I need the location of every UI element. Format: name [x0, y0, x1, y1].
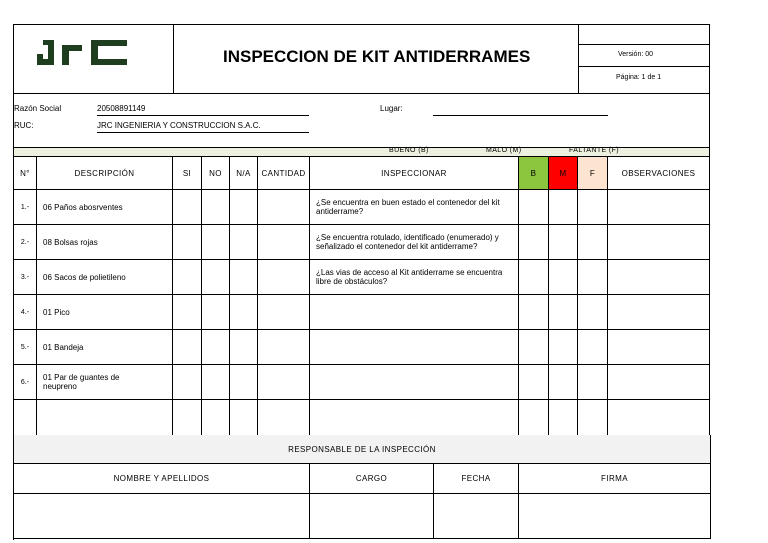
- header-version-line-top: [578, 44, 710, 45]
- cargo-field[interactable]: [310, 494, 434, 539]
- row-6-si[interactable]: [173, 365, 202, 400]
- row-7-si[interactable]: [173, 400, 202, 436]
- row-6-b[interactable]: [519, 365, 549, 400]
- row-4-b[interactable]: [519, 295, 549, 330]
- row-2-b[interactable]: [519, 225, 549, 260]
- nombre-header: NOMBRE Y APELLIDOS: [14, 464, 310, 494]
- row-1-na[interactable]: [230, 190, 258, 225]
- row-4-inspect[interactable]: [310, 295, 519, 330]
- row-3-m[interactable]: [549, 260, 578, 295]
- legend-malo: MALO (M): [486, 147, 522, 154]
- row-1-observaciones[interactable]: [608, 190, 710, 225]
- nombre-field[interactable]: [14, 494, 310, 539]
- row-7-f[interactable]: [578, 400, 608, 436]
- row-1-inspect: ¿Se encuentra en buen estado el contenedor del kit antiderrame?: [310, 190, 519, 225]
- row-2-na[interactable]: [230, 225, 258, 260]
- row-4-na[interactable]: [230, 295, 258, 330]
- row-2-f[interactable]: [578, 225, 608, 260]
- row-4-m[interactable]: [549, 295, 578, 330]
- row-7-na[interactable]: [230, 400, 258, 436]
- row-3-inspect: ¿Las vias de acceso al Kit antiderrame se encuentra libre de obstáculos?: [310, 260, 519, 295]
- row-6-inspect[interactable]: [310, 365, 519, 400]
- page-title: INSPECCION DE KIT ANTIDERRAMES: [223, 47, 531, 66]
- jrc-logo-icon: [35, 40, 135, 74]
- row-3-num: 3.-: [14, 260, 37, 295]
- row-3-cantidad[interactable]: [258, 260, 310, 295]
- row-3-no[interactable]: [202, 260, 230, 295]
- row-2-cantidad[interactable]: [258, 225, 310, 260]
- responsable-header: RESPONSABLE DE LA INSPECCIÓN: [14, 435, 711, 464]
- row-5-si[interactable]: [173, 330, 202, 365]
- ruc-value: JRC INGENIERIA Y CONSTRUCCION S.A.C.: [97, 121, 261, 130]
- row-5-desc: 01 Bandeja: [37, 330, 173, 365]
- row-6-cantidad[interactable]: [258, 365, 310, 400]
- row-1-f[interactable]: [578, 190, 608, 225]
- inspection-table: [13, 156, 710, 435]
- row-1-desc: 06 Paños abosrventes: [37, 190, 173, 225]
- row-7-no[interactable]: [202, 400, 230, 436]
- row-1-num: 1.-: [14, 190, 37, 225]
- footer-table: [13, 435, 710, 540]
- col-header-na: N/A: [230, 157, 258, 190]
- legend-faltante: FALTANTE (F): [569, 147, 620, 154]
- ruc-underline: [97, 132, 309, 133]
- company-logo: [35, 40, 135, 74]
- row-7-observaciones[interactable]: [608, 400, 710, 436]
- row-5-cantidad[interactable]: [258, 330, 310, 365]
- row-4-cantidad[interactable]: [258, 295, 310, 330]
- row-7-cantidad[interactable]: [258, 400, 310, 436]
- col-header-observaciones: OBSERVACIONES: [608, 157, 710, 190]
- row-5-no[interactable]: [202, 330, 230, 365]
- firma-header: FIRMA: [519, 464, 711, 494]
- razon-social-value: 20508891149: [97, 104, 146, 113]
- row-5-inspect[interactable]: [310, 330, 519, 365]
- row-4-desc: 01 Pico: [37, 295, 173, 330]
- row-2-m[interactable]: [549, 225, 578, 260]
- row-7-b[interactable]: [519, 400, 549, 436]
- row-6-num: 6.-: [14, 365, 37, 400]
- col-header-f: F: [578, 157, 608, 190]
- row-3-na[interactable]: [230, 260, 258, 295]
- row-7-num[interactable]: [14, 400, 37, 436]
- lugar-label: Lugar:: [380, 104, 403, 113]
- row-3-f[interactable]: [578, 260, 608, 295]
- row-6-desc: 01 Par de guantes de neupreno: [37, 365, 173, 400]
- col-header-inspeccionar: INSPECCIONAR: [310, 157, 519, 190]
- row-5-m[interactable]: [549, 330, 578, 365]
- row-2-si[interactable]: [173, 225, 202, 260]
- row-6-observaciones[interactable]: [608, 365, 710, 400]
- row-4-si[interactable]: [173, 295, 202, 330]
- row-7-inspect[interactable]: [310, 400, 519, 436]
- razon-social-label: Razón Social: [14, 104, 62, 113]
- fecha-field[interactable]: [434, 494, 519, 539]
- row-7-desc[interactable]: [37, 400, 173, 436]
- row-6-m[interactable]: [549, 365, 578, 400]
- cargo-header: CARGO: [310, 464, 434, 494]
- lugar-underline: [433, 115, 608, 116]
- row-1-m[interactable]: [549, 190, 578, 225]
- row-3-desc: 06 Sacos de polietileno: [37, 260, 173, 295]
- row-3-si[interactable]: [173, 260, 202, 295]
- col-header-cantidad: CANTIDAD: [258, 157, 310, 190]
- col-header-si: SI: [173, 157, 202, 190]
- col-header-descripcion: DESCRIPCIÓN: [37, 157, 173, 190]
- col-header-b: B: [519, 157, 549, 190]
- row-2-num: 2.-: [14, 225, 37, 260]
- row-2-no[interactable]: [202, 225, 230, 260]
- row-5-observaciones[interactable]: [608, 330, 710, 365]
- ruc-label: RUC:: [14, 121, 34, 130]
- row-4-f[interactable]: [578, 295, 608, 330]
- version-label: Versión: 00: [618, 51, 654, 58]
- col-header-num: N°: [14, 157, 37, 190]
- row-4-observaciones[interactable]: [608, 295, 710, 330]
- fecha-header: FECHA: [434, 464, 519, 494]
- col-header-m: M: [549, 157, 578, 190]
- row-3-b[interactable]: [519, 260, 549, 295]
- row-2-desc: 08 Bolsas rojas: [37, 225, 173, 260]
- header-divider-left: [173, 24, 174, 94]
- row-1-b[interactable]: [519, 190, 549, 225]
- row-1-cantidad[interactable]: [258, 190, 310, 225]
- legend-bueno: BUENO (B): [389, 147, 429, 154]
- row-1-no[interactable]: [202, 190, 230, 225]
- row-4-no[interactable]: [202, 295, 230, 330]
- row-1-si[interactable]: [173, 190, 202, 225]
- header-divider-right: [578, 24, 579, 94]
- row-6-f[interactable]: [578, 365, 608, 400]
- row-6-na[interactable]: [230, 365, 258, 400]
- firma-field[interactable]: [519, 494, 711, 539]
- razon-social-underline: [97, 115, 309, 116]
- row-7-m[interactable]: [549, 400, 578, 436]
- row-3-observaciones[interactable]: [608, 260, 710, 295]
- page-number-label: Página: 1 de 1: [616, 74, 662, 81]
- row-5-b[interactable]: [519, 330, 549, 365]
- row-6-no[interactable]: [202, 365, 230, 400]
- info-right-border: [709, 94, 710, 147]
- row-2-observaciones[interactable]: [608, 225, 710, 260]
- row-2-inspect: ¿Se encuentra rotulado, identificado (enumerado) y señalizado el contenedor del kit antiderrame?: [310, 225, 519, 260]
- col-header-no: NO: [202, 157, 230, 190]
- row-5-na[interactable]: [230, 330, 258, 365]
- row-4-num: 4.-: [14, 295, 37, 330]
- header-version-line-bottom: [578, 66, 710, 67]
- row-5-f[interactable]: [578, 330, 608, 365]
- row-5-num: 5.-: [14, 330, 37, 365]
